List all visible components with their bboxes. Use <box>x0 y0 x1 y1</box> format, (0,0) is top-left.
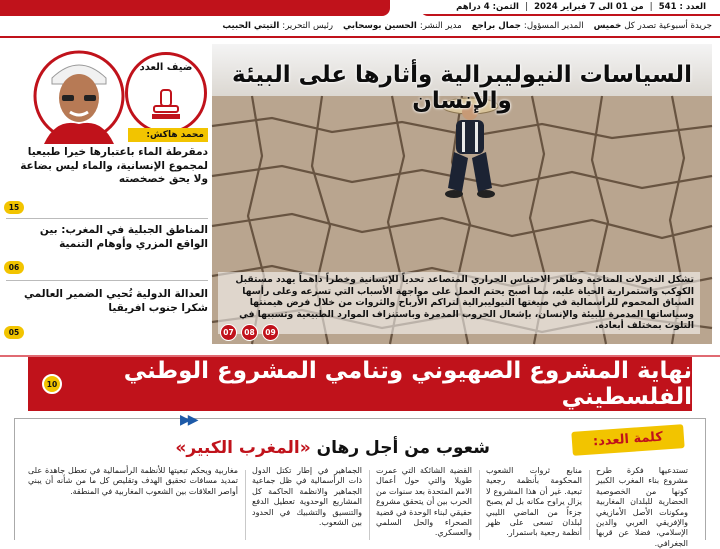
page-ref-bubble[interactable]: 15 <box>4 201 24 214</box>
page-ref-bubble[interactable]: 06 <box>4 261 24 274</box>
side-item[interactable] <box>6 224 208 251</box>
page-ref-bubble[interactable]: 05 <box>4 326 24 339</box>
issue-dates: من 01 الى 7 فبراير 2024 <box>534 2 644 12</box>
issue-price: الثمن: 4 دراهم <box>456 2 519 12</box>
masthead-credits <box>0 16 720 36</box>
lead-page-refs <box>220 324 279 341</box>
banner-headline[interactable]: نهاية المشروع الصهيوني وتنامي المشروع الوطني الفلسطيني <box>123 358 692 410</box>
side-item[interactable] <box>6 288 208 315</box>
publisher-credit: مدير النشر: الحسين بوسحابي <box>343 21 462 31</box>
page-ref[interactable]: 08 <box>241 324 258 341</box>
issue-info: العدد : 541 | من 01 الى 7 فبراير 2024 | الثمن: 4 دراهم <box>390 0 720 14</box>
director-credit: المدير المسؤول: جمال براجع <box>471 21 584 31</box>
editorial-column: منابع ثروات الشعوب المحكومة بأنظمة رجعية تبعية. غير أن هذا المشروع لا يزال يراوح مكانه بل لم يصبح جزءاً من الماضي الليبي لبلدان تسعى على ظهر أنظمة رجعية باستمرار. <box>486 466 582 538</box>
page-ref-bubble[interactable]: 10 <box>42 374 62 394</box>
guest-badge-label: ضيف العدد <box>139 62 193 73</box>
side-item-title[interactable]: العدالة الدولية تُحيي الضمير العالمي شكرا جنوب افريقيا <box>24 288 208 314</box>
editorial-column: مغاربية ويحكم تبعيتها للأنظمة الرأسمالية في تعطل جاهدة على تمديد مسافات تحقيق الهدف وتقليص كل ما من شأنه أن يبني أواصر العلاقات بين الشعوب المغاربية في المنطقة. <box>28 466 238 496</box>
double-arrow-icon: ▶▶ <box>180 412 196 428</box>
editorial-tag: كلمة العدد: <box>571 424 684 456</box>
lead-caption: تشكل التحولات المناخية وظاهر الاحتباس الحراري المتصاعد تحدياً للإنسانية وخطراً داهماً يهدد مستقبل الكوكب واستمرارية الحياة عليه، مما أصبح يحتم العمل على مواجهة الأسباب التي تسرعه وعلى رأسها السباق المحموم للرأسمالية في صيغتها النيوليبرالية لتراكم الأرباح والثروات من خلال فرض هيمنتها وسياساتها المدمرة للبيئة والإنسان، بإشعال الحروب المدمرة وباستنزاف الموارد الطبيعية وتسببها في التلوث بمختلف أبعاده. <box>218 272 700 334</box>
lead-headline[interactable]: السياسات النيوليبرالية وأثارها على البيئة والإنسان <box>232 62 692 114</box>
lead-story-photo[interactable] <box>212 44 712 344</box>
guest-badge <box>125 52 207 134</box>
guest-name: محمد هاكش: <box>128 128 208 142</box>
banner-headline-box[interactable] <box>28 357 692 411</box>
editorial-title[interactable]: شعوب من أجل رهان «المغرب الكبير» <box>175 438 490 458</box>
page-ref[interactable]: 09 <box>262 324 279 341</box>
guest-portrait <box>34 48 124 144</box>
issue-number: العدد : 541 <box>658 2 706 12</box>
masthead-rule <box>0 36 720 38</box>
issue-bar-red-band <box>0 0 390 16</box>
tagline: جريدة أسبوعية تصدر كل خميس <box>593 21 712 31</box>
side-item-title[interactable]: المناطق الجبلية في المغرب: بين الواقع المزري وأوهام التنمية <box>39 224 208 250</box>
issue-bar <box>0 0 720 16</box>
editorial-column: الجماهير في إطار تكتل الدول ذات الرأسمالية في ظل جماعية الجماهير والانظمة الحاكمة كل المشاريع الوحدوية تعطيل الدفع والتنسيق والتشبيك في الحدود بين الشعوب. <box>252 466 362 527</box>
editor-credit: رئيس التحرير: التيتي الحبيب <box>222 21 334 31</box>
guest-quote-block[interactable] <box>6 146 208 187</box>
page-ref[interactable]: 07 <box>220 324 237 341</box>
editorial-column: القضية الشائكة التي عمرت طويلا والتي حول أعمال الامم المتحدة بعد سنوات من الحرب بين أن يتحقق مشروع حقيقي لبناء الوحدة في قضية الصحراء والحل السلمي والعسكري. <box>376 466 472 538</box>
editorial-column: تستدعيها فكرة طرح مشروع بناء المغرب الكبير كونها من الخصوصية الحضارية للبلدان المغاربية ومكونات الأصل الأمازيغي والإفريقي العربي والدين الإسلامي، فضلا عن قربها الجغرافي. <box>596 466 688 548</box>
stamp-icon <box>146 86 186 126</box>
guest-quote[interactable]: دمقرطة الماء باعتبارها خيرا طبيعيا لمجموع الإنسانية، والماء ليس بضاعة ولا يحق خصخصته <box>20 146 208 186</box>
